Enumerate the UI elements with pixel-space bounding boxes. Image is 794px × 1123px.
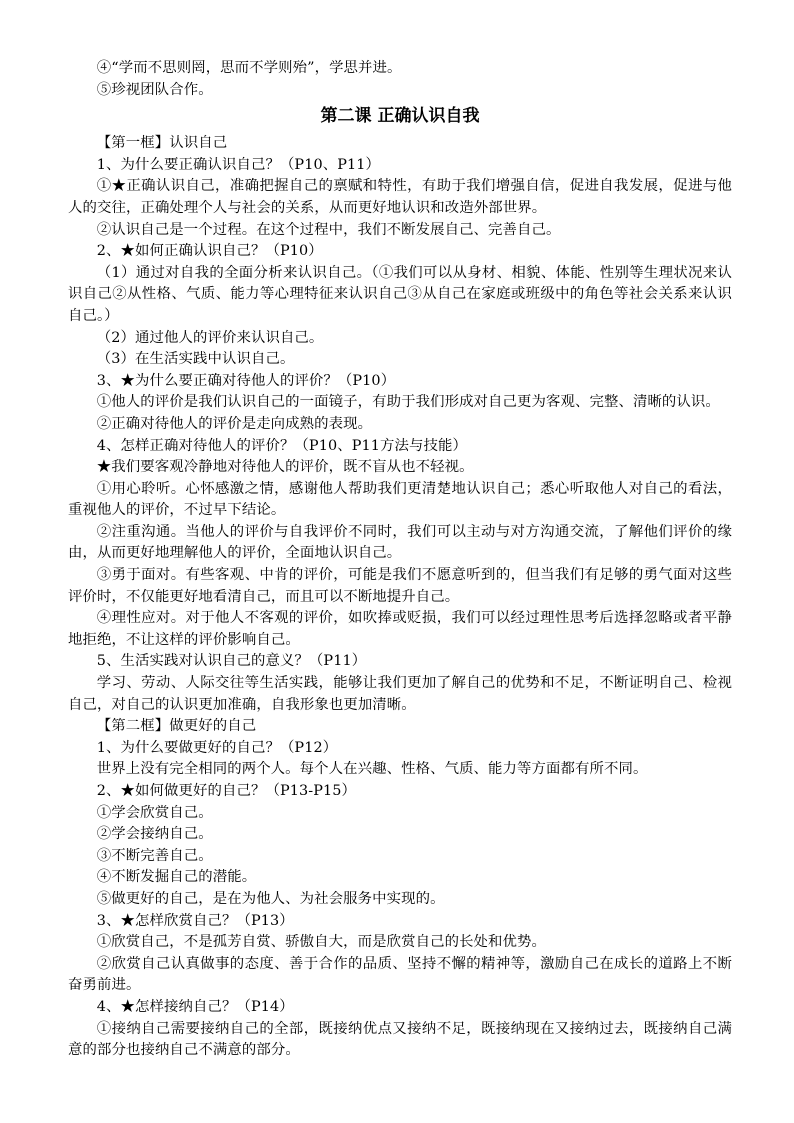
lesson-title: 第二课 正确认识自我 [320, 106, 480, 127]
paragraph: ★我们要客观冷静地对待他人的评价，既不盲从也不轻视。 [96, 459, 474, 476]
document-page [68, 58, 732, 1062]
paragraph: 【第一框】认识自己 [96, 135, 228, 152]
paragraph: ⑤做更好的自己，是在为他人、为社会服务中实现的。 [96, 890, 445, 907]
paragraph: ③勇于面对。有些客观、中肯的评价，可能是我们不愿意听到的，但当我们有足够的勇气面对这些评价时，不仅能更好地看清自己，而且可以不断地提升自己。 [68, 567, 732, 605]
paragraph: ②注重沟通。当他人的评价与自我评价不同时，我们可以主动与对方沟通交流，了解他们评价的缘由，从而更好地理解他人的评价，全面地认识自己。 [68, 523, 732, 562]
paragraph: ②认识自己是一个过程。在这个过程中，我们不断发展自己、完善自己。 [96, 221, 561, 238]
paragraph: 1、为什么要做更好的自己？（P12） [96, 739, 338, 756]
paragraph: ③不断完善自己。 [96, 847, 213, 864]
paragraph: ①他人的评价是我们认识自己的一面镜子，有助于我们形成对自己更为客观、完整、清晰的认识。 [96, 394, 720, 411]
paragraph: （3）在生活实践中认识自己。 [96, 351, 295, 368]
paragraph: ④不断发掘自己的潜能。 [96, 869, 257, 886]
paragraph: （2）通过他人的评价来认识自己。 [96, 329, 324, 346]
paragraph: 2、★如何正确认识自己？（P10） [96, 243, 323, 260]
paragraph: ①欣赏自己，不是孤芳自赏、骄傲自大，而是欣赏自己的长处和优势。 [96, 934, 547, 951]
text-line: ④“学而不思则罔，思而不学则殆”，学思并进。 [96, 60, 402, 76]
document-body [68, 133, 732, 1062]
paragraph: 3、★为什么要正确对待他人的评价？（P10） [96, 372, 396, 389]
paragraph: ①接纳自己需要接纳自己的全部，既接纳优点又接纳不足，既接纳现在又接纳过去，既接纳自己满意的部分也接纳自己不满意的部分。 [68, 1020, 732, 1059]
paragraph: ④理性应对。对于他人不客观的评价，如吹捧或贬损，我们可以经过理性思考后选择忽略或者平静地拒绝，不让这样的评价影响自己。 [68, 610, 732, 648]
paragraph: 2、★如何做更好的自己？（P13-P15） [96, 783, 356, 799]
paragraph: 1、为什么要正确认识自己？（P10、P11） [96, 156, 381, 173]
paragraph: 世界上没有完全相同的两个人。每个人在兴趣、性格、气质、能力等方面都有所不同。 [96, 761, 648, 778]
paragraph: ②正确对待他人的评价是走向成熟的表现。 [96, 415, 373, 432]
paragraph: 3、★怎样欣赏自己？（P13） [96, 912, 294, 929]
paragraph: ①学会欣赏自己。 [96, 804, 213, 821]
paragraph: ①★正确认识自己，准确把握自己的禀赋和特性，有助于我们增强自信，促进自我发展，促进与他人的交往，正确处理个人与社会的关系，从而更好地认识和改造外部世界。 [68, 178, 732, 216]
paragraph: 4、★怎样接纳自己？（P14） [96, 998, 294, 1015]
paragraph: 5、生活实践对认识自己的意义？（P11） [96, 653, 367, 670]
paragraph: 4、怎样正确对待他人的评价？（P10、P11方法与技能） [96, 437, 467, 454]
paragraph: 学习、劳动、人际交往等生活实践，能够让我们更加了解自己的优势和不足，不断证明自己、检视自己，对自己的认识更加准确，自我形象也更加清晰。 [68, 675, 732, 713]
paragraph: ①用心聆听。心怀感激之情，感谢他人帮助我们更清楚地认识自己；悉心听取他人对自己的看法，重视他人的评价，不过早下结论。 [68, 480, 732, 519]
paragraph: ②学会接纳自己。 [96, 826, 213, 843]
paragraph: （1）通过对自我的全面分析来认识自己。（①我们可以从身材、相貌、体能、性别等生理状况来认识自己②从性格、气质、能力等心理特征来认识自己③从自己在家庭或班级中的角色等社会关系来认识自己。） [68, 264, 732, 324]
paragraph: 【第二框】做更好的自己 [96, 718, 257, 735]
paragraph: ②欣赏自己认真做事的态度、善于合作的品质、坚持不懈的精神等，激励自己在成长的道路上不断奋勇前进。 [68, 955, 732, 994]
text-line: ⑤珍视团队合作。 [96, 81, 213, 98]
